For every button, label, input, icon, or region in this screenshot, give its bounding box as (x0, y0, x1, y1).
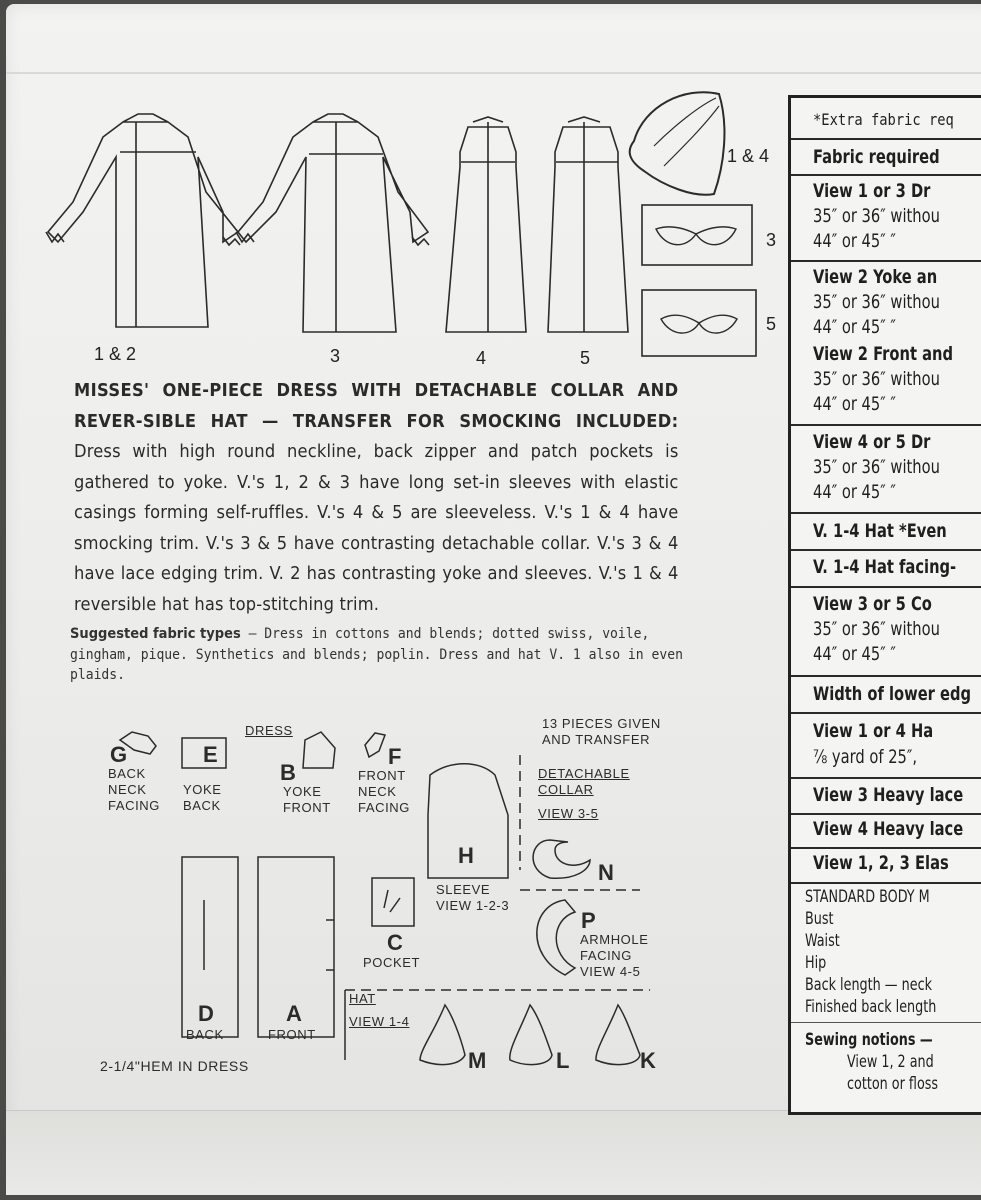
view-label-3: 3 (330, 346, 341, 366)
table-row: 35″ or 36″ withou (813, 618, 940, 640)
piece-M-letter: M (468, 1048, 487, 1073)
piece-B-name: YOKE FRONT (283, 784, 331, 815)
table-row: 35″ or 36″ withou (813, 456, 940, 478)
piece-C-name: POCKET (363, 955, 421, 970)
piece-A-name: FRONT (268, 1027, 316, 1042)
suggested-text: — Dress in cottons and blends; dotted swiss, voile, gingham, pique. Synthetics and blends; poplin. Dress and hat V. 1 also in even plaids. (70, 626, 683, 683)
piece-P-name: ARMHOLE FACING (580, 932, 649, 963)
table-row: 44″ or 45″ ″ (813, 316, 896, 338)
fabric-requirements-table (788, 95, 981, 1115)
suggested-label: Suggested fabric types (70, 626, 241, 642)
table-row: View 4 or 5 Dr (813, 431, 931, 453)
table-row: View 1 or 4 Ha (813, 720, 934, 742)
piece-D-name: BACK (186, 1027, 224, 1042)
piece-H-letter: H (458, 843, 475, 868)
hem-note: 2-1/4"HEM IN DRESS (100, 1058, 249, 1074)
pattern-title: MISSES' ONE-PIECE DRESS WITH DETACHABLE COLLAR AND REVER-SIBLE HAT — TRANSFER FOR SMOCKING INCLUDED: (74, 381, 679, 432)
piece-E-name: YOKE BACK (183, 782, 222, 813)
dress-header: DRESS (245, 723, 293, 738)
piece-D-letter: D (198, 1001, 215, 1026)
piece-N-letter: N (598, 860, 615, 885)
table-row: Finished back length (805, 997, 937, 1016)
piece-L-letter: L (556, 1048, 571, 1073)
table-row: View 1 or 3 Dr (813, 180, 931, 202)
collar-view3-box (641, 204, 753, 266)
piece-P-letter: P (581, 908, 597, 933)
table-row: *Extra fabric req (813, 110, 954, 129)
view-label-1-2: 1 & 2 (94, 344, 137, 364)
suggested-fabrics (70, 624, 714, 686)
table-row: View 2 Front and (813, 343, 954, 365)
piece-B-letter: B (280, 760, 297, 785)
table-row: Waist (805, 931, 840, 950)
table-row: Hip (805, 953, 827, 972)
view-label-4: 4 (476, 348, 487, 368)
collar-label-1-4: 1 & 4 (727, 146, 770, 166)
table-row: 44″ or 45″ ″ (813, 393, 896, 415)
table-row: 35″ or 36″ withou (813, 205, 940, 227)
collar-view: VIEW 3-5 (538, 806, 599, 821)
collar-label-3: 3 (766, 230, 777, 250)
table-row: STANDARD BODY M (805, 887, 930, 906)
table-row: cotton or floss (847, 1074, 939, 1093)
collar-header: DETACHABLE COLLAR (538, 766, 630, 797)
table-row: Sewing notions — (805, 1030, 933, 1049)
piece-G-name: BACK NECK FACING (108, 766, 160, 813)
table-row: 44″ or 45″ ″ (813, 643, 896, 665)
dress-illustrations (28, 92, 668, 352)
table-row: 35″ or 36″ withou (813, 291, 940, 313)
table-row: ⅞ yard of 25″, (813, 746, 918, 768)
table-row: View 4 Heavy lace (813, 818, 964, 840)
pattern-description (74, 376, 679, 620)
table-row: 44″ or 45″ ″ (813, 230, 896, 252)
hat-view: VIEW 1-4 (349, 1014, 410, 1029)
hat-illustration (624, 86, 744, 206)
table-row: Width of lower edg (813, 683, 972, 705)
table-row: Back length — neck (805, 975, 932, 994)
table-row: View 3 Heavy lace (813, 784, 964, 806)
piece-C-letter: C (387, 930, 404, 955)
table-row: View 3 or 5 Co (813, 593, 932, 615)
table-row: Fabric required (813, 146, 940, 168)
pieces-given: 13 PIECES GIVEN AND TRANSFER (542, 716, 661, 747)
table-row: Bust (805, 909, 834, 928)
piece-P-sub: VIEW 4-5 (580, 964, 641, 979)
piece-A-letter: A (286, 1001, 303, 1026)
table-row: View 1, 2, 3 Elas (813, 852, 949, 874)
table-row: V. 1-4 Hat *Even (813, 520, 947, 542)
view-label-5: 5 (580, 348, 591, 368)
piece-K-letter: K (640, 1048, 657, 1073)
table-row: V. 1-4 Hat facing- (813, 556, 957, 578)
table-row: View 1, 2 and (847, 1052, 934, 1071)
envelope-fold-line (6, 72, 981, 74)
envelope-flap (6, 1110, 981, 1195)
table-row: 35″ or 36″ withou (813, 368, 940, 390)
piece-E-letter: E (203, 742, 219, 767)
piece-F-letter: F (388, 744, 403, 769)
collar-label-5: 5 (766, 314, 777, 334)
pattern-description-text: Dress with high round neckline, back zipper and patch pockets is gathered to yoke. V.'s 1, 2 & 3 have long set-in sleeves with elastic casings forming self-ruffles. V.'s 4 & 5 are sleeveless. V.'s 1 & 4 have smocking trim. V.'s 3 & 5 have contrasting detachable collar. V.'s 3 & 4 have lace edging trim. V. 2 has contrasting yoke and sleeves. V.'s 1 & 4 reversible hat has top-stitching trim. (74, 442, 679, 615)
piece-F-name: FRONT NECK FACING (358, 768, 410, 815)
table-row: 44″ or 45″ ″ (813, 481, 896, 503)
piece-G-letter: G (110, 742, 128, 767)
collar-view5-box (641, 289, 757, 357)
piece-H-sub: VIEW 1-2-3 (436, 898, 510, 913)
piece-H-name: SLEEVE (436, 882, 491, 897)
table-row: View 2 Yoke an (813, 266, 938, 288)
hat-header: HAT (349, 991, 376, 1006)
